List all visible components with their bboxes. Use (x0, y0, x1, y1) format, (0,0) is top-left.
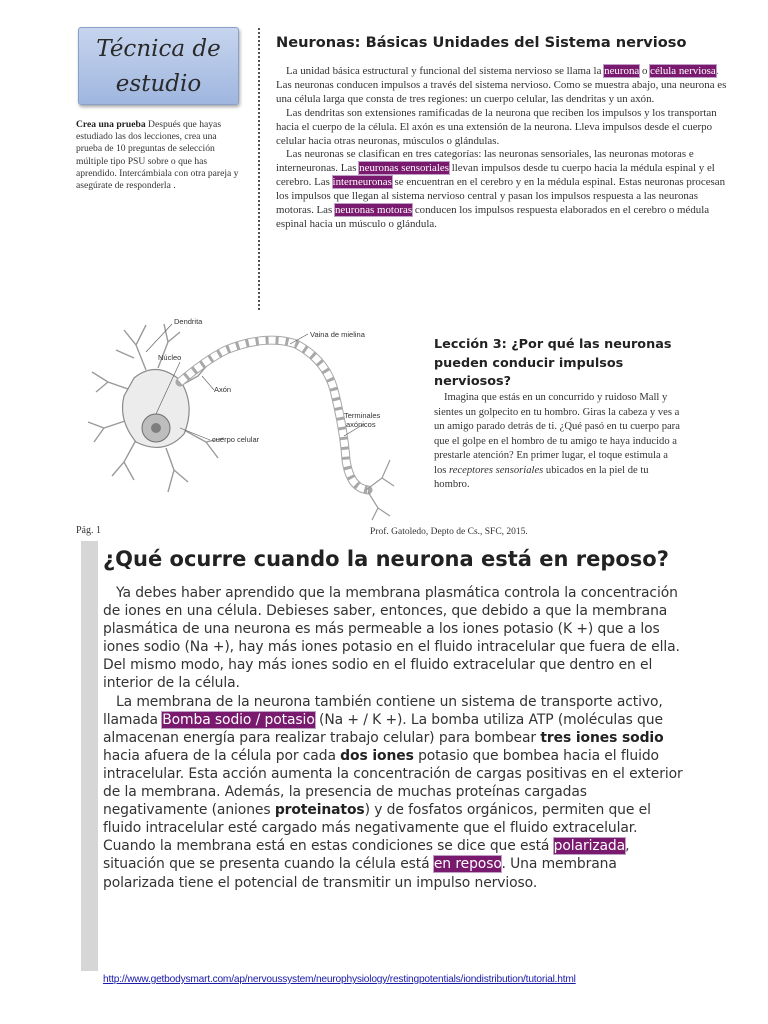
bold-proteinatos: proteinatos (274, 802, 365, 819)
tecnica-line2: estudio (115, 71, 202, 97)
tecnica-line1: Técnica de (96, 36, 221, 62)
highlight-neuronas-motoras: neuronas motoras (334, 204, 413, 217)
aside-text: Después que hayas estudiado las dos lecciones, crea una prueba de 10 preguntas de selección múltiple tipo PSU sobre o que has aprendido. Intercámbiala con otra pareja y asegúrate de responderla . (76, 119, 239, 192)
article-paragraph-1: La unidad básica estructural y funcional del sistema nervioso se llama la neurona o célula nerviosa. Las neuronas conducen impulsos a través del sistema nervioso. Como se muestra abajo, una neurona es una célula larga que consta de tres regiones: un cuerpo celular, las dendritas y un axón. (276, 65, 727, 105)
nucleolus (151, 423, 161, 433)
label-cuerpo-celular: cuerpo celular (212, 435, 260, 444)
highlight-interneuronas: interneuronas (332, 176, 392, 189)
section-paragraph-2: La membrana de la neurona también contiene un sistema de transporte activo, llamada Bomba sodio / potasio (Na + / K +). La bomba utiliza ATP (moléculas que almacenan energía para realizar trabajo celular) para bombear tres iones sodio hacia afuera de la célula por cada dos iones potasio que bombea hacia el fluido intracelular. Esta acción aumenta la concentración de cargas positivas en el exterior de la membrana. Además, la presencia de muchas proteínas cargadas negativamente (aniones proteinatos) y de fosfatos orgánicos, permiten que el fluido intracelular esté cargado más negativamente que el fluido extracelular. Cuando la membrana está en estas condiciones se dice que está polarizada, situación que se presenta cuando la célula está en reposo. Una membrana polarizada tiene el potencial de transmitir un impulso nervioso. (103, 693, 683, 891)
label-nucleo: Núcleo (158, 353, 182, 362)
credit-line: Prof. Gatoledo, Depto de Cs., SFC, 2015. (370, 527, 528, 537)
article-body (276, 65, 731, 232)
highlight-neuronas-sensoriales: neuronas sensoriales (359, 162, 449, 175)
receptores-sensoriales: receptores sensoriales (449, 464, 544, 476)
article-title: Neuronas: Básicas Unidades del Sistema nervioso (276, 34, 687, 51)
section-paragraph-1: Ya debes haber aprendido que la membrana plasmática controla la concentración de iones en una célula. Debieses saber, entonces, que debido a que la membrana plasmática de una neurona es más permeable a los iones potasio (K +) que a los iones sodio (Na +), hay más iones potasio en el fluido intracelular que fuera de ella. Del mismo modo, hay más iones sodio en el fluido extracelular que dentro en el interior de la célula. (103, 585, 680, 692)
label-terminales: Terminales (344, 411, 381, 420)
dotted-divider (258, 28, 260, 310)
highlight-en-reposo: en reposo (433, 856, 502, 873)
highlight-neurona: neurona (604, 65, 640, 77)
lesson-3-title: Lección 3: ¿Por qué las neuronas pueden conducir impulsos nerviosos? (434, 337, 672, 389)
highlight-polarizada: polarizada (553, 838, 626, 855)
lesson-3-text: Imagina que estás en un concurrido y ruidoso Mall y sientes un golpecito en tu hombro. Giras la cabeza y ves a un amigo parado detrás de ti. ¿Qué pasó en tu cuerpo para que el golpe en el hombro de tu amigo te haya inducido a prestarle atención? En primer lugar, el toque estimula a los receptores sensoriales ubicados en la piel de tu hombro. (434, 392, 680, 490)
highlight-bomba-sodio-potasio: Bomba sodio / potasio (162, 711, 315, 728)
label-vaina-de-mielina: Vaina de mielina (310, 330, 365, 339)
section-body (103, 584, 683, 892)
label-dendrita: Dendrita (174, 317, 203, 326)
article-paragraph-3: Las neuronas se clasifican en tres categorías: las neuronas sensoriales, las neuronas motoras e interneuronas. Las neuronas sensoriales llevan impulsos desde tu cuerpo hacia la médula espinal y el cerebro. Las interneuronas se encuentran en el cerebro y en la médula espinal. Estas neuronas procesan los impulsos que llegan al sistema nervioso central y pasan los impulsos respuesta a las neuronas motoras. Las neuronas motoras conducen los impulsos respuesta elaborados en el cerebro o médula espinal hacia un músculo o glándula. (276, 148, 726, 230)
article-paragraph-2: Las dendritas son extensiones ramificadas de la neurona que reciben los impulsos y los transportan hacia el cuerpo de la célula. El axón es una extensión de la neurona. Lleva impulsos desde el cuerpo celular hacia otras neuronas, músculos o glándulas. (276, 106, 717, 147)
myelin-sheath-lines (180, 340, 368, 490)
bold-tres-iones-sodio: tres iones sodio (540, 729, 664, 746)
section-title: ¿Qué ocurre cuando la neurona está en reposo? (103, 547, 669, 571)
label-axon: Axón (214, 385, 232, 394)
highlight-celula-nerviosa: célula nerviosa (650, 65, 716, 77)
label-axonicos: axónicos (346, 420, 376, 429)
neuron-diagram (76, 310, 426, 525)
tecnica-de-estudio-box (78, 27, 239, 105)
aside-bold: Crea una prueba (76, 119, 146, 130)
bold-dos-iones: dos iones (340, 747, 414, 764)
crea-una-prueba-note (76, 119, 244, 192)
section-accent-bar (81, 541, 98, 971)
page-number: Pág. 1 (76, 525, 101, 536)
source-link[interactable]: http://www.getbodysmart.com/ap/nervoussystem/neurophysiology/restingpotentials/iondistribution/tutorial.html (103, 974, 576, 985)
